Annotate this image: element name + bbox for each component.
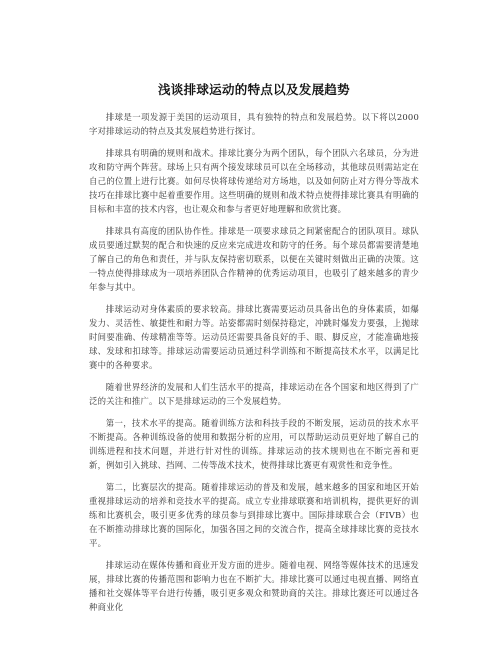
paragraph-trend-media: 排球运动在媒体传播和商业开发方面的进步。随着电视、网络等媒体技术的迅速发展，排球比赛的传播范围和影响力也在不断扩大。排球比赛可以通过电视直播、网络直播和社交媒体等平台进行传播，吸引更多观众和赞助商的关注。排球比赛还可以通过各种商业化 (89, 560, 419, 612)
paragraph-teamwork: 排球具有高度的团队协作性。排球是一项要求球员之间紧密配合的团队项目。球队成员要通过默契的配合和快速的反应来完成进攻和防守的任务。每个球员都需要清楚地了解自己的角色和责任，并与队友保持密切联系，以便在关键时刻做出正确的决策。这一特点使得排球成为一项培养团队合作精神的优秀运动项目，也吸引了越来越多的青少年参与其中。 (89, 226, 419, 292)
paragraph-trend-competition: 第二，比赛层次的提高。随着排球运动的普及和发展，越来越多的国家和地区开始重视排球运动的培养和竞技水平的提高。成立专业排球联赛和培训机构，提供更好的训练和比赛机会，吸引更多优秀的球员参与到排球比赛中。国际排球联合会（FIVB）也在不断推动排球比赛的国际化，加强各国之间的交流合作，提高全球排球比赛的竞技水平。 (89, 482, 419, 548)
paragraph-rules-tactics: 排球具有明确的规则和战术。排球比赛分为两个团队，每个团队六名球员，分为进攻和防守两个阵营。球场上只有两个接发球球员可以在全场移动，其他球员则需站定在自己的位置上进行比赛。如何尽快将球传递给对方场地，以及如何防止对方得分等战术技巧在排球比赛中起着重要作用。这些明确的规则和战术特点使得排球比赛具有明确的目标和丰富的技术内容，也让观众和参与者更好地理解和欣赏比赛。 (89, 148, 419, 214)
paragraph-trend-technique: 第一，技术水平的提高。随着训练方法和科技手段的不断发展，运动员的技术水平不断提高。各种训练设备的使用和数据分析的应用，可以帮助运动员更好地了解自己的训练进程和技术问题，并进行针对性的训练。排球运动的技术规则也在不断完善和更新，例如引入挑球、挡网、二传等战术技术，使得排球比赛更有观赏性和竞争性。 (89, 418, 419, 470)
paragraph-development-intro: 随着世界经济的发展和人们生活水平的提高，排球运动在各个国家和地区得到了广泛的关注和推广。以下是排球运动的三个发展趋势。 (89, 382, 419, 406)
paragraph-intro: 排球是一项发源于美国的运动项目，具有独特的特点和发展趋势。以下将以2000字对排球运动的特点及其发展趋势进行探讨。 (89, 112, 419, 136)
document-title: 浅谈排球运动的特点以及发展趋势 (157, 82, 350, 97)
paragraph-physical-fitness: 排球运动对身体素质的要求较高。排球比赛需要运动员具备出色的身体素质，如爆发力、灵活性、敏捷性和耐力等。站姿都需时刻保持稳定，冲跳时爆发力要强，上抛球时间要准确、传球精准等等。运动员还需要具备良好的手、眼、脚反应，才能准确地接球、发球和扣球等。排球运动需要运动员通过科学训练和不断提高技术水平，以满足比赛中的各种要求。 (89, 304, 419, 370)
